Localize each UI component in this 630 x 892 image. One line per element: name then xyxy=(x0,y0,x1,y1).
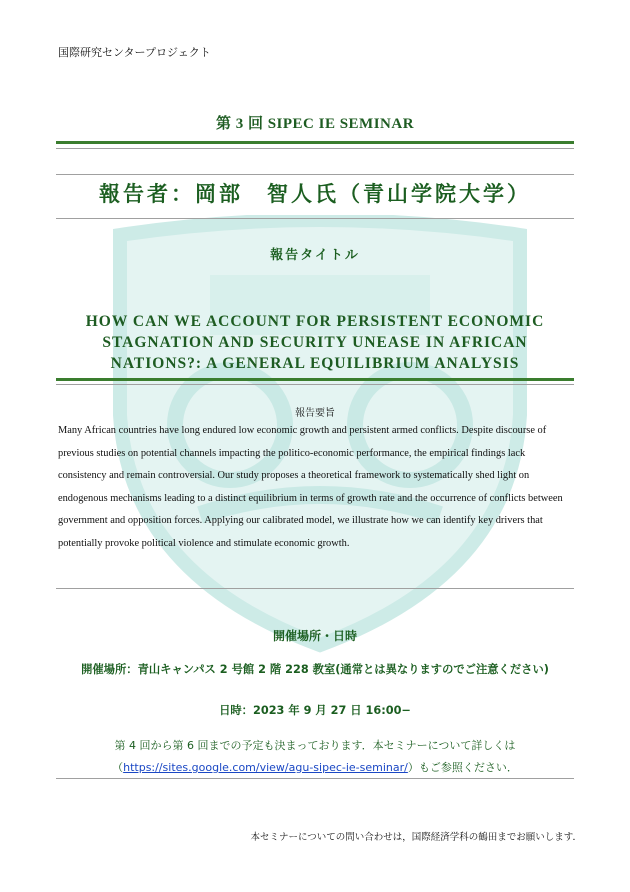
seminar-link-line xyxy=(0,759,630,775)
divider-rule xyxy=(56,378,574,381)
divider-rule xyxy=(56,778,574,779)
paper-title xyxy=(56,311,574,374)
divider-rule xyxy=(56,588,574,589)
contact-footer: 本セミナーについての問い合わせは，国際経済学科の鶴田までお願いします． xyxy=(250,832,582,843)
abstract-label: 報告要旨 xyxy=(295,408,335,419)
divider-rule xyxy=(56,141,574,144)
divider-rule xyxy=(56,148,574,149)
divider-rule xyxy=(56,384,574,385)
paper-title-line: NATIONS?: A GENERAL EQUILIBRIUM ANALYSIS xyxy=(110,355,520,372)
paper-title-line: STAGNATION AND SECURITY UNEASE IN AFRICAN xyxy=(102,334,528,351)
abstract-text: Many African countries have long endured low economic growth and persistent armed conflicts. Despite discourse of previous studies on potential channels impacting the politico-economic performance, the empirical findings lack consistency and remain controversial. Our study proposes a theoretical framework to systematically shed light on endogenous mechanisms leading to a distinct equilibrium in terms of growth rate and the occurrence of conflicts between government and opposition forces. Applying our calibrated model, we illustrate how we can identify key drivers that potentially provoke political violence and stimulate economic growth. xyxy=(58,425,563,549)
divider-rule xyxy=(56,218,574,219)
divider-rule xyxy=(56,174,574,175)
link-open-paren: （ xyxy=(112,761,124,774)
schedule-notice: 第 4 回から第 6 回までの予定も決まっております．本セミナーについて詳しくは xyxy=(114,739,516,752)
venue-location: 開催場所：青山キャンパス 2 号館 2 階 228 教室(通常とは異なりますのでご注意ください) xyxy=(81,663,549,676)
seminar-title: 第 3 回 SIPEC IE SEMINAR xyxy=(215,116,415,132)
event-datetime: 日時：2023 年 9 月 27 日 16:00− xyxy=(219,704,411,717)
venue-heading: 開催場所・日時 xyxy=(272,629,357,643)
report-title-label: 報告タイトル xyxy=(270,248,360,263)
organization-label: 国際研究センタープロジェクト xyxy=(58,46,211,59)
link-suffix: ）もご参照ください． xyxy=(407,761,518,774)
paper-title-line: HOW CAN WE ACCOUNT FOR PERSISTENT ECONOMIC xyxy=(85,313,545,330)
seminar-website-link[interactable]: https://sites.google.com/view/agu-sipec-ie-seminar/ xyxy=(123,761,408,774)
presenter-name: 報告者：岡部 智人氏（青山学院大学） xyxy=(99,182,531,206)
